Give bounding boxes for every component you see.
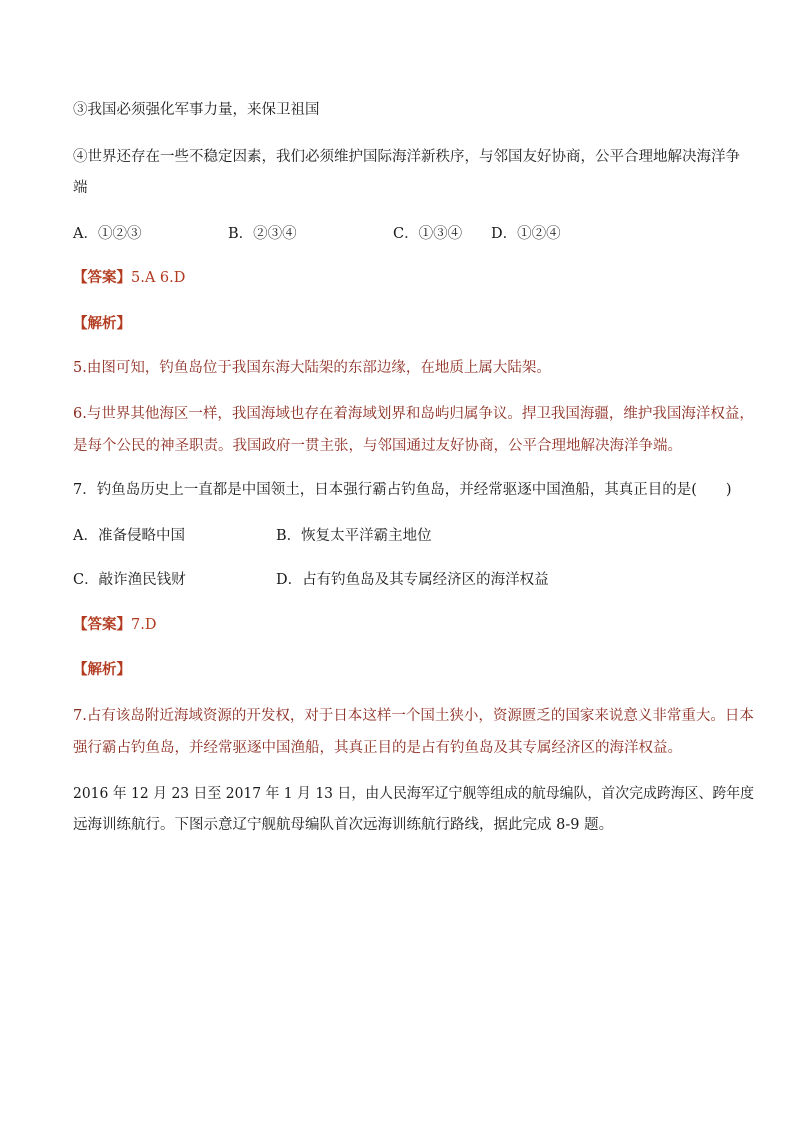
intro-line-1: 2016 年 12 月 23 日至 2017 年 1 月 13 日，由人民海军辽宁舰等组成的航母编队，首次完成跨海区、跨年度 bbox=[73, 786, 755, 802]
answer-2 bbox=[73, 615, 156, 635]
intro-line-2: 远海训练航行。下图示意辽宁舰航母编队首次远海训练航行路线，据此完成 8-9 题。 bbox=[73, 817, 614, 833]
statement-3: ③我国必须强化军事力量，来保卫祖国 bbox=[73, 102, 320, 118]
statement-4-line-1: ④世界还存在一些不稳定因素，我们必须维护国际海洋新秩序，与邻国友好协商，公平合理地解决海洋争 bbox=[73, 149, 740, 165]
q7-option-d: D．占有钓鱼岛及其专属经济区的海洋权益 bbox=[276, 572, 549, 588]
analysis-1-heading bbox=[73, 314, 131, 334]
analysis-2-heading bbox=[73, 660, 131, 680]
answer-text: 5.A 6.D bbox=[131, 270, 186, 286]
analysis-label: 【解析】 bbox=[73, 661, 131, 678]
q7-option-a: A．准备侵略中国 bbox=[73, 528, 185, 544]
analysis-7-line-2: 强行霸占钓鱼岛，并经常驱逐中国渔船，其真正目的是占有钓鱼岛及其专属经济区的海洋权益。 bbox=[73, 740, 682, 756]
answer-1 bbox=[73, 268, 185, 288]
q6-option-a: A．①②③ bbox=[73, 226, 142, 242]
q6-option-b: B．②③④ bbox=[228, 226, 297, 242]
analysis-7-line-1: 7.占有该岛附近海域资源的开发权，对于日本这样一个国土狭小，资源匮乏的国家来说意义非常重大。日本 bbox=[73, 708, 754, 724]
answer-text: 7.D bbox=[131, 617, 157, 633]
answer-label: 【答案】 bbox=[73, 616, 131, 633]
analysis-5: 5.由图可知，钓鱼岛位于我国东海大陆架的东部边缘，在地质上属大陆架。 bbox=[73, 360, 551, 376]
statement-4-line-2: 端 bbox=[73, 180, 88, 196]
q7-option-c: C．敲诈渔民钱财 bbox=[73, 572, 186, 588]
analysis-6-line-2: 是每个公民的神圣职责。我国政府一贯主张，与邻国通过友好协商，公平合理地解决海洋争端。 bbox=[73, 438, 682, 454]
analysis-label: 【解析】 bbox=[73, 315, 131, 332]
analysis-6-line-1: 6.与世界其他海区一样，我国海域也存在着海域划界和岛屿归属争议。捍卫我国海疆，维护我国海洋权益， bbox=[73, 406, 754, 422]
q6-option-d: D．①②④ bbox=[491, 226, 561, 242]
q6-option-c: C．①③④ bbox=[393, 226, 463, 242]
answer-label: 【答案】 bbox=[73, 269, 131, 286]
q7-stem: 7．钓鱼岛历史上一直都是中国领土，日本强行霸占钓鱼岛，并经常驱逐中国渔船，其真正目的是( ) bbox=[73, 482, 732, 498]
q7-option-b: B．恢复太平洋霸主地位 bbox=[276, 528, 432, 544]
